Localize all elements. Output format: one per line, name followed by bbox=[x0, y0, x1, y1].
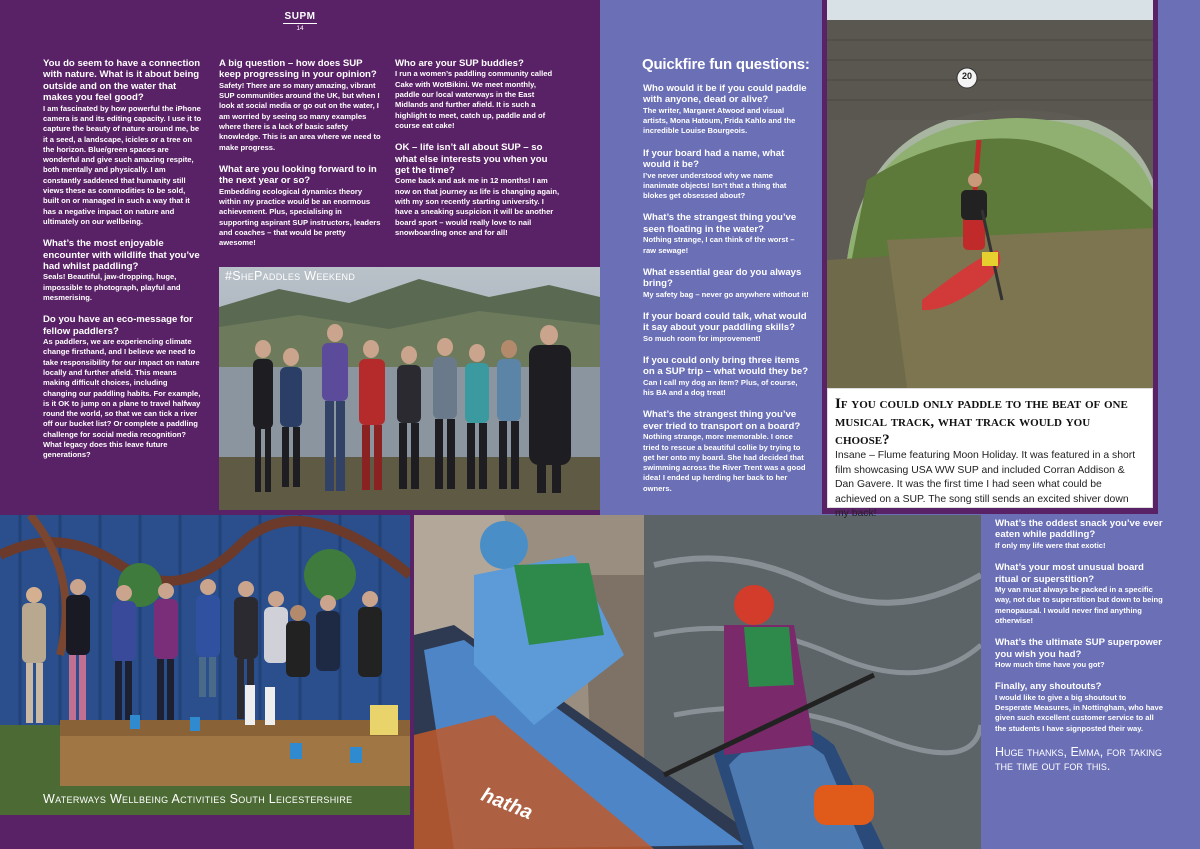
left-masthead bbox=[283, 11, 317, 32]
qa-item bbox=[995, 518, 1163, 551]
left-column-1 bbox=[43, 58, 203, 472]
closing-thanks: Huge thanks, Emma, for taking the time out for this. bbox=[995, 744, 1163, 773]
whitewater-sup-photo bbox=[414, 515, 981, 849]
answer: Nothing strange, I can think of the worst – raw sewage! bbox=[643, 235, 795, 255]
answer: I’ve never understood why we name inanimate objects! Isn’t that a thing that blokes get obsessed about? bbox=[643, 170, 787, 201]
bridge-number-sign: 20 bbox=[961, 71, 972, 81]
question: A big question – how does SUP keep progressing in your opinion? bbox=[219, 58, 377, 81]
qa-item bbox=[43, 238, 203, 303]
answer: As paddlers, we are experiencing climate change firsthand, and I believe we need to take responsibility for our impact on nature locally and further afield. This means making difficult choices, including changing our paddling habits. For example, is it OK to jump on a plane to travel halfway round the world, so that we can tick a river off our bucket list? Or complete a paddling challenge for social media recognition? What legacy does this leave future generations? bbox=[43, 337, 201, 460]
answer: If only my life were that exotic! bbox=[995, 540, 1106, 550]
answer: Can I call my dog an item? Plus, of course, his BA and a dog treat! bbox=[643, 377, 798, 398]
quickfire-column bbox=[643, 83, 809, 505]
bridge-photo-illustration bbox=[827, 0, 1153, 388]
qa-item bbox=[219, 58, 381, 153]
left-column-2 bbox=[219, 58, 381, 259]
question: What’s the most enjoyable encounter with wildlife that you’ve had whilst paddling? bbox=[43, 238, 200, 272]
question: What’s the strangest thing you’ve seen floating in the water? bbox=[643, 212, 797, 235]
callout-answer: Insane – Flume featuring Moon Holiday. It was featured in a short film showcasing USA WW SUP and included Corran Addison & Dan Gavere. It was the first time I had seen what could be achieved on a SUP. The song still sends an excited shiver down my back! bbox=[835, 450, 1136, 519]
qa-item bbox=[643, 267, 809, 300]
question: What are you looking forward to in the next year or so? bbox=[219, 163, 377, 187]
question: If your board had a name, what would it be? bbox=[643, 147, 785, 171]
question: If you could only bring three items on a SUP trip – what would they be? bbox=[643, 355, 809, 378]
callout-question: If you could only paddle to the beat of one musical track, what track would you choose? bbox=[835, 396, 1128, 448]
qa-item bbox=[995, 681, 1163, 734]
qa-item bbox=[43, 314, 203, 460]
qa-item bbox=[643, 355, 809, 398]
answer: I run a women’s paddling community called Cake with WotBikini. We meet monthly, paddle our local waterways in the East Midlands and further afield. It is such a highlight to meet, catch up, paddle and of course eat cake! bbox=[395, 69, 553, 130]
answer: Come back and ask me in 12 months! I am now on that journey as life is changing again, with my son recently starting university. I have a sneaking suspicion it will be another board sport – would really love to nail snowboarding once and for all! bbox=[395, 176, 560, 237]
question: Do you have an eco-message for fellow paddlers? bbox=[43, 314, 193, 337]
answer: Seals! Beautiful, jaw-dropping, huge, impossible to photograph, playful and mesmerising. bbox=[43, 272, 181, 302]
answer: Nothing strange, more memorable. I once tried to rescue a beautiful collie by trying to get her onto my board. She had decided that swimming across the River Trent was a good idea! I ended up herding her back to her owners. bbox=[643, 432, 806, 493]
masthead-brand: SUPM bbox=[284, 11, 316, 22]
music-callout-box bbox=[827, 388, 1153, 519]
answer: The writer, Margaret Atwood and visual artists, Mona Hatoum, Frida Kahlo and the incredible Louise Bourgeois. bbox=[643, 105, 796, 136]
qa-item bbox=[643, 212, 809, 255]
qa-item bbox=[995, 562, 1163, 626]
question: What’s the oddest snack you’ve ever eaten while paddling? bbox=[995, 518, 1163, 541]
qa-item bbox=[395, 58, 560, 131]
question: Who would it be if you could paddle with anyone, dead or alive? bbox=[643, 83, 807, 106]
qa-item bbox=[43, 58, 203, 227]
group-photo-illustration bbox=[219, 267, 600, 510]
answer: Safety! There are so many amazing, vibrant SUP communities around the UK, but when I look at social media or go out on the water, I am worried by seeing so many examples where there is a lack of basic safety knowledge. This is an area where we need to make progress. bbox=[219, 80, 381, 152]
mural-photo-caption: Waterways Wellbeing Activities South Leicestershire bbox=[43, 792, 353, 806]
question: OK – life isn’t all about SUP – so what else interests you when you get the time? bbox=[395, 142, 548, 176]
answer: I am fascinated by how powerful the iPhone camera is and its editing capacity. I use it to capture the beauty of nature around me, be it a seed, a landscape, icicles or a tree on the horizon. Blue/green spaces are wonderful and give such amazing respite, both mentally and physically. I am constantly saddened that humanity still views these as commodities to be sold, built on or managed in such a way that it has a negative impact on nature and ultimately on our wellbeing. bbox=[43, 103, 202, 226]
answer: My van must always be packed in a specific way, not due to superstition but down to being menopausal. I would never find anything otherwise! bbox=[995, 584, 1163, 625]
qa-item bbox=[219, 164, 381, 249]
answer: So much room for improvement! bbox=[643, 333, 761, 343]
bridge-sup-photo bbox=[827, 0, 1153, 388]
question: What’s the ultimate SUP superpower you wish you had? bbox=[995, 637, 1162, 660]
question: If your board could talk, what would it say about your paddling skills? bbox=[643, 310, 807, 334]
answer: I would like to give a big shoutout to Desperate Measures, in Nottingham, who have given such excellent customer service to all the students I have signposted their way. bbox=[995, 692, 1163, 733]
question: You do seem to have a connection with nature. What is it about being outside and on the water that makes you feel good? bbox=[43, 58, 201, 104]
qa-item bbox=[395, 142, 560, 238]
qa-item bbox=[643, 83, 809, 137]
qa-item bbox=[643, 148, 809, 202]
page-number: 14 bbox=[283, 23, 317, 32]
question: What essential gear do you always bring? bbox=[643, 266, 802, 290]
question: Who are your SUP buddies? bbox=[395, 58, 524, 69]
board-brand-text: hatha bbox=[478, 783, 536, 825]
mural-group-photo bbox=[0, 515, 410, 815]
qa-item bbox=[643, 311, 809, 344]
question: What’s your most unusual board ritual or superstition? bbox=[995, 562, 1144, 585]
qa-item bbox=[995, 637, 1163, 670]
answer: My safety bag – never go anywhere without it! bbox=[643, 289, 809, 299]
mural-photo-illustration bbox=[0, 515, 410, 815]
qa-item bbox=[643, 409, 809, 494]
answer: How much time have you got? bbox=[995, 659, 1105, 669]
group-photo-shepaddles bbox=[219, 267, 600, 510]
bottom-right-column bbox=[995, 518, 1163, 773]
answer: Embedding ecological dynamics theory within my practice would be an enormous achievement. Plus, specialising in supporting aspirant SUP instructors, leaders and coaches – that would be pretty awesome! bbox=[219, 186, 381, 248]
question: Finally, any shoutouts? bbox=[995, 681, 1102, 693]
group-photo-caption: #ShePaddles Weekend bbox=[225, 269, 356, 283]
question: What’s the strangest thing you’ve ever tried to transport on a board? bbox=[643, 409, 801, 432]
left-column-3 bbox=[395, 58, 560, 249]
quickfire-title: Quickfire fun questions: bbox=[642, 56, 810, 73]
